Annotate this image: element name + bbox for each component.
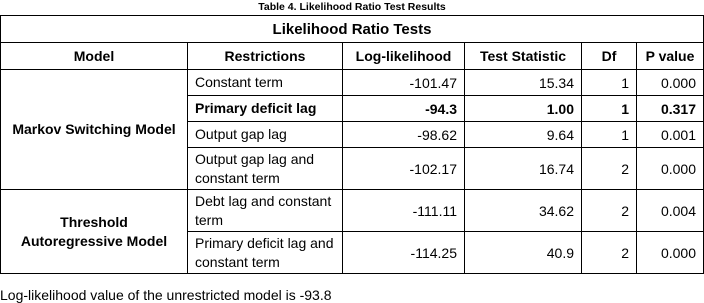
df-cell: 2 bbox=[582, 148, 637, 190]
likelihood-ratio-table bbox=[0, 15, 704, 274]
loglik-cell: -98.62 bbox=[343, 122, 465, 148]
header-restrictions: Restrictions bbox=[188, 43, 343, 70]
table-row bbox=[1, 190, 704, 232]
table-footnote: Log-likelihood value of the unrestricted model is -93.8 bbox=[0, 287, 332, 303]
header-log-likelihood: Log-likelihood bbox=[343, 43, 465, 70]
loglik-cell: -114.25 bbox=[343, 232, 465, 274]
header-df: Df bbox=[582, 43, 637, 70]
p-value-cell: 0.317 bbox=[637, 96, 704, 122]
model-threshold-autoregressive: Threshold Autoregressive Model bbox=[1, 190, 188, 274]
table-title: Likelihood Ratio Tests bbox=[1, 16, 704, 43]
df-cell: 1 bbox=[582, 122, 637, 148]
header-model: Model bbox=[1, 43, 188, 70]
loglik-cell: -101.47 bbox=[343, 70, 465, 96]
p-value-cell: 0.000 bbox=[637, 148, 704, 190]
loglik-cell: -94.3 bbox=[343, 96, 465, 122]
df-cell: 2 bbox=[582, 232, 637, 274]
stat-cell: 9.64 bbox=[465, 122, 582, 148]
p-value-cell: 0.000 bbox=[637, 70, 704, 96]
p-value-cell: 0.000 bbox=[637, 232, 704, 274]
stat-cell: 40.9 bbox=[465, 232, 582, 274]
stat-cell: 34.62 bbox=[465, 190, 582, 232]
restriction-cell: Output gap lag and constant term bbox=[188, 148, 343, 190]
stat-cell: 15.34 bbox=[465, 70, 582, 96]
df-cell: 2 bbox=[582, 190, 637, 232]
table-caption: Table 4. Likelihood Ratio Test Results bbox=[258, 1, 446, 13]
p-value-cell: 0.001 bbox=[637, 122, 704, 148]
header-p-value: P value bbox=[637, 43, 704, 70]
header-test-statistic: Test Statistic bbox=[465, 43, 582, 70]
p-value-cell: 0.004 bbox=[637, 190, 704, 232]
loglik-cell: -102.17 bbox=[343, 148, 465, 190]
df-cell: 1 bbox=[582, 96, 637, 122]
restriction-cell: Output gap lag bbox=[188, 122, 343, 148]
restriction-cell: Primary deficit lag bbox=[188, 96, 343, 122]
table-row bbox=[1, 70, 704, 96]
restriction-cell: Primary deficit lag and constant term bbox=[188, 232, 343, 274]
model-markov-switching: Markov Switching Model bbox=[1, 70, 188, 190]
restriction-cell: Constant term bbox=[188, 70, 343, 96]
stat-cell: 16.74 bbox=[465, 148, 582, 190]
loglik-cell: -111.11 bbox=[343, 190, 465, 232]
df-cell: 1 bbox=[582, 70, 637, 96]
restriction-cell: Debt lag and constant term bbox=[188, 190, 343, 232]
stat-cell: 1.00 bbox=[465, 96, 582, 122]
